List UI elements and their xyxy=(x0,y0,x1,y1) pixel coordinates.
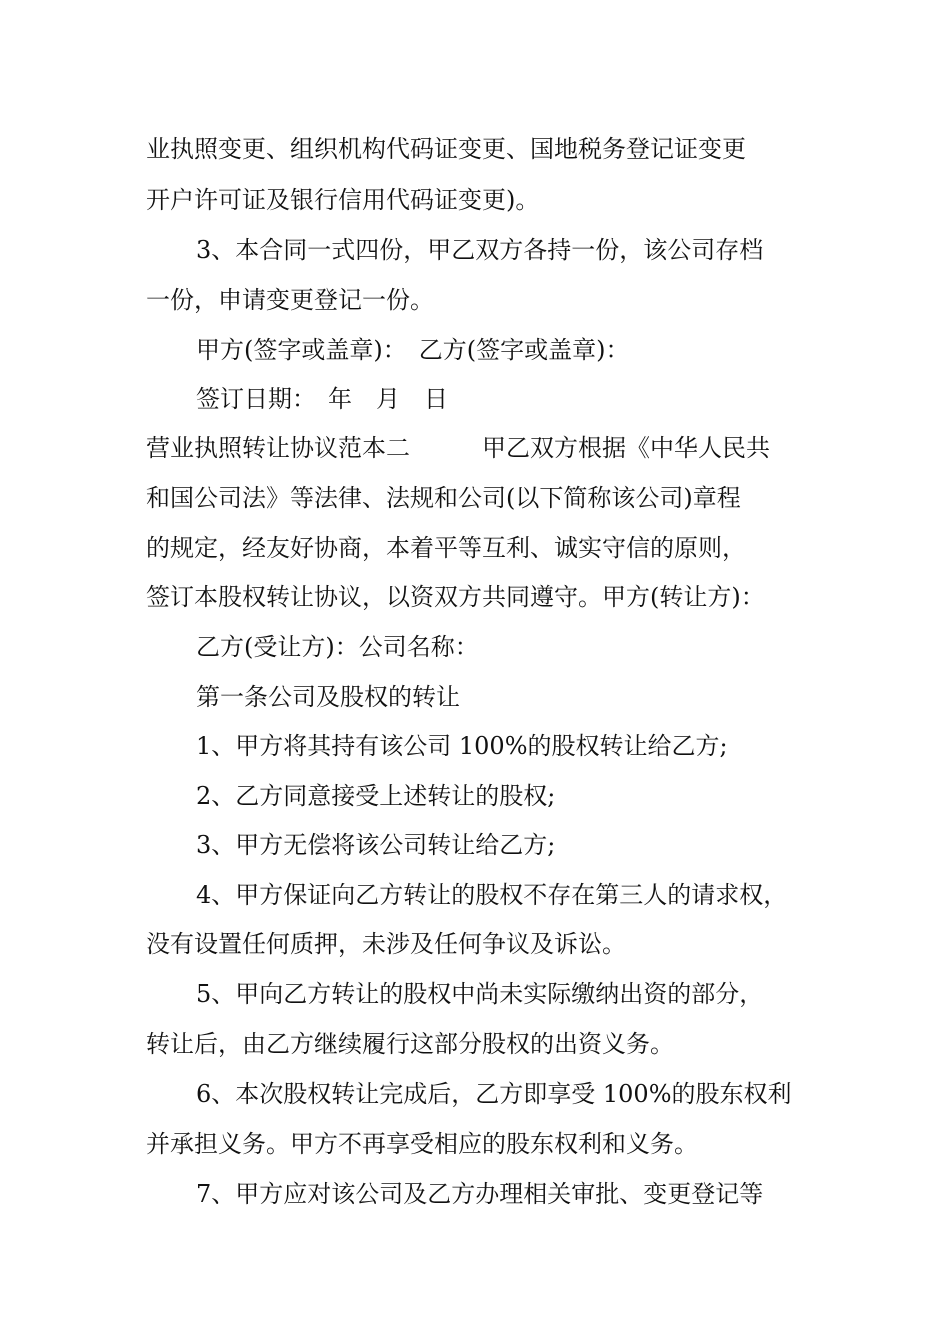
text-line: 乙方(受让方)：公司名称： xyxy=(196,633,479,661)
text-line: 2、乙方同意接受上述转让的股权; xyxy=(196,782,556,810)
text-line: 转让后，由乙方继续履行这部分股权的出资义务。 xyxy=(146,1030,674,1058)
text-line: 6、本次股权转让完成后，乙方即享受 100%的股东权利 xyxy=(196,1080,792,1108)
text-line: 甲方(签字或盖章)： 乙方(签字或盖章)： xyxy=(196,336,630,364)
text-line: 没有设置任何质押，未涉及任何争议及诉讼。 xyxy=(146,930,626,958)
text-line: 和国公司法》等法律、法规和公司(以下简称该公司)章程 xyxy=(146,484,741,512)
text-line: 5、甲向乙方转让的股权中尚未实际缴纳出资的部分， xyxy=(196,980,764,1008)
text-line: 营业执照转让协议范本二 甲乙双方根据《中华人民共 xyxy=(146,434,770,462)
text-line: 并承担义务。甲方不再享受相应的股东权利和义务。 xyxy=(146,1130,698,1158)
text-line: 一份，申请变更登记一份。 xyxy=(146,286,434,314)
text-line: 业执照变更、组织机构代码证变更、国地税务登记证变更 xyxy=(146,135,746,163)
text-line: 的规定，经友好协商，本着平等互利、诚实守信的原则， xyxy=(146,534,746,562)
text-line: 第一条公司及股权的转让 xyxy=(196,683,460,711)
text-line: 4、甲方保证向乙方转让的股权不存在第三人的请求权， xyxy=(196,881,788,909)
text-line: 签订日期： 年 月 日 xyxy=(196,385,448,413)
text-line: 签订本股权转让协议，以资双方共同遵守。甲方(转让方)： xyxy=(146,583,765,611)
text-line: 3、本合同一式四份，甲乙双方各持一份，该公司存档 xyxy=(196,236,764,264)
text-line: 1、甲方将其持有该公司 100%的股权转让给乙方; xyxy=(196,732,728,760)
text-line: 3、甲方无偿将该公司转让给乙方; xyxy=(196,831,556,859)
text-line: 7、甲方应对该公司及乙方办理相关审批、变更登记等 xyxy=(196,1180,764,1208)
text-line: 开户许可证及银行信用代码证变更)。 xyxy=(146,186,540,214)
